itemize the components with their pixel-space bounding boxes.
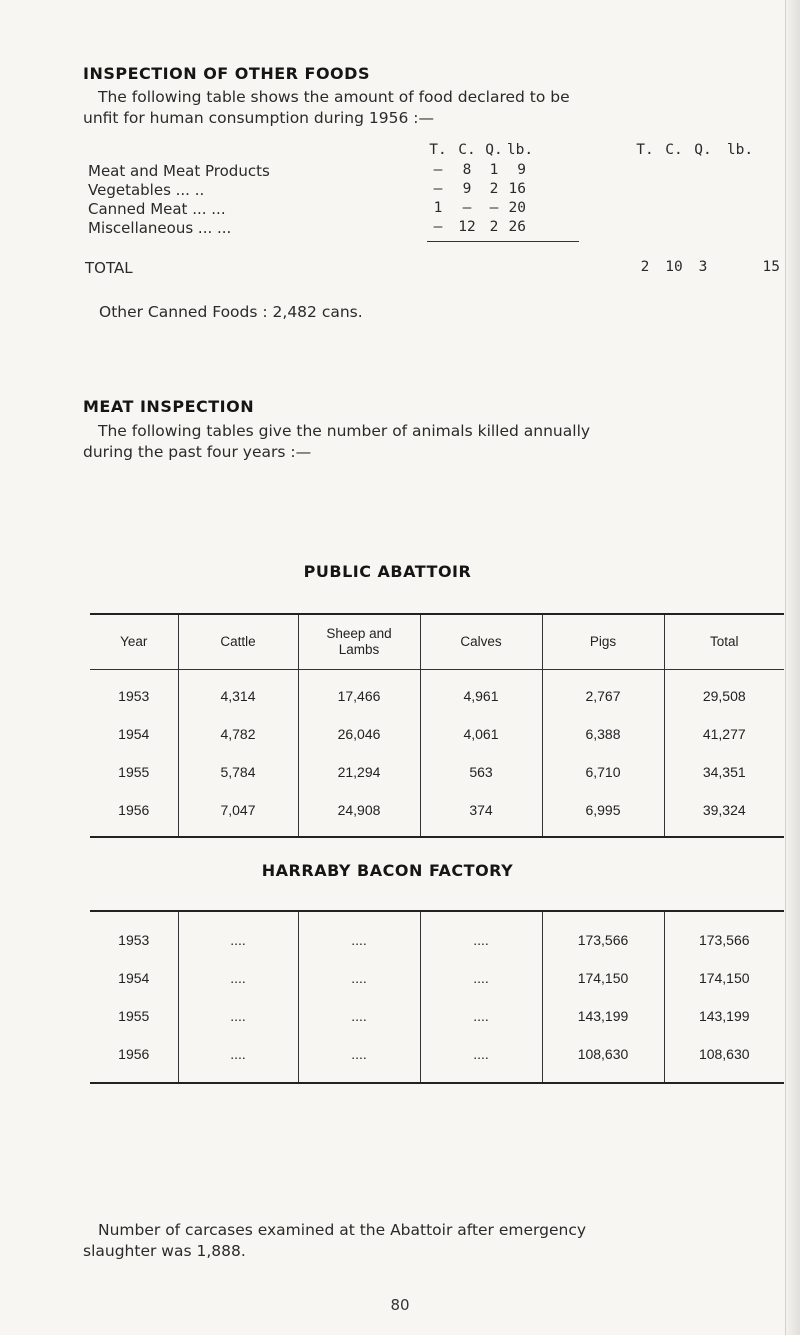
cell-blank: ....: [178, 1035, 298, 1083]
public-abattoir-table: [90, 613, 784, 838]
note-line-1: Number of carcases examined at the Abattoir after emergency: [98, 1221, 587, 1239]
table-header-row: [90, 614, 784, 670]
column-header-pigs: Pigs: [542, 614, 664, 670]
food-row-cwt: —: [462, 200, 472, 216]
table-row: [90, 1035, 784, 1083]
food-row-quarters: —: [489, 200, 499, 216]
cell-blank: ....: [298, 997, 420, 1035]
column-header-total: Total: [664, 614, 784, 670]
cell-blank: ....: [178, 911, 298, 959]
table-row: [90, 911, 784, 959]
cell-total: 29,508: [664, 670, 784, 716]
food-row-lb: 20: [508, 200, 526, 216]
food-row-label: Canned Meat ... ...: [88, 200, 226, 218]
food-row-cwt: 8: [462, 162, 472, 178]
cell-calves: 374: [420, 791, 542, 837]
cell-pigs: 143,199: [542, 997, 664, 1035]
unit-lb-total: lb.: [726, 142, 754, 158]
food-row-quarters: 2: [489, 219, 499, 235]
cell-blank: ....: [420, 911, 542, 959]
total-cwt: 10: [665, 259, 683, 275]
page-number: 80: [390, 1296, 410, 1314]
cell-pigs: 6,710: [542, 753, 664, 791]
cell-total: 41,277: [664, 715, 784, 753]
total-label: TOTAL: [85, 259, 133, 277]
cell-sheep-lambs: 24,908: [298, 791, 420, 837]
total-rule: [427, 241, 579, 242]
food-row-label: Vegetables ... ..: [88, 181, 205, 199]
cell-sheep-lambs: 21,294: [298, 753, 420, 791]
table-row: [90, 715, 784, 753]
harraby-bacon-table: [90, 910, 784, 1084]
food-row-lb: 9: [517, 162, 526, 178]
column-header-cattle: Cattle: [178, 614, 298, 670]
cell-year: 1953: [118, 932, 150, 948]
food-row-lb: 26: [508, 219, 526, 235]
cell-year: 1955: [118, 764, 150, 780]
cell-pigs: 2,767: [542, 670, 664, 716]
column-header-year: Year: [90, 614, 178, 670]
cell-calves: 4,961: [420, 670, 542, 716]
unit-lb: lb.: [506, 142, 534, 158]
harraby-heading: HARRABY BACON FACTORY: [261, 861, 514, 880]
cell-total: 173,566: [664, 911, 784, 959]
cell-total: 39,324: [664, 791, 784, 837]
table-row: [90, 997, 784, 1035]
intro-line-1: The following table shows the amount of food declared to be: [98, 88, 570, 106]
food-row-quarters: 2: [489, 181, 499, 197]
public-abattoir-heading: PUBLIC ABATTOIR: [303, 562, 472, 581]
cell-total: 34,351: [664, 753, 784, 791]
unit-tons-total: T.: [636, 142, 654, 158]
unit-quarters: Q.: [485, 142, 503, 158]
cell-sheep-lambs: 26,046: [298, 715, 420, 753]
food-row-tons: —: [433, 219, 443, 235]
cell-total: 174,150: [664, 959, 784, 997]
section-heading-other-foods: INSPECTION OF OTHER FOODS: [83, 64, 370, 83]
cell-year: 1953: [118, 688, 150, 704]
food-row-tons: 1: [433, 200, 443, 216]
food-row-label: Miscellaneous ... ...: [88, 219, 232, 237]
cell-blank: ....: [298, 1035, 420, 1083]
cell-pigs: 173,566: [542, 911, 664, 959]
cell-sheep-lambs: 17,466: [298, 670, 420, 716]
sheep-lambs-label: Sheep and Lambs: [326, 626, 392, 657]
cell-blank: ....: [420, 997, 542, 1035]
cell-blank: ....: [178, 997, 298, 1035]
cell-calves: 4,061: [420, 715, 542, 753]
total-tons: 2: [640, 259, 650, 275]
cell-pigs: 6,995: [542, 791, 664, 837]
food-row-lb: 16: [508, 181, 526, 197]
cell-blank: ....: [420, 959, 542, 997]
intro-line-1: The following tables give the number of animals killed annually: [98, 422, 591, 440]
total-lb: 15: [762, 259, 780, 275]
other-canned-foods: Other Canned Foods : 2,482 cans.: [99, 303, 363, 321]
cell-total: 108,630: [664, 1035, 784, 1083]
unit-cwt: C.: [458, 142, 476, 158]
total-quarters: 3: [698, 259, 708, 275]
cell-year: 1954: [118, 970, 150, 986]
column-header-calves: Calves: [420, 614, 542, 670]
unit-tons: T.: [429, 142, 447, 158]
intro-line-2: during the past four years :—: [83, 443, 312, 461]
table-row: [90, 959, 784, 997]
cell-pigs: 174,150: [542, 959, 664, 997]
cell-cattle: 7,047: [178, 791, 298, 837]
unit-cwt-total: C.: [665, 142, 683, 158]
food-row-label: Meat and Meat Products: [88, 162, 270, 180]
food-row-tons: —: [433, 181, 443, 197]
note-line-2: slaughter was 1,888.: [83, 1242, 246, 1260]
table-row: [90, 791, 784, 837]
page-edge-shadow: [785, 0, 800, 1335]
cell-calves: 563: [420, 753, 542, 791]
emergency-slaughter-note: [83, 1220, 586, 1262]
food-row-tons: —: [433, 162, 443, 178]
food-row-cwt: 9: [462, 181, 472, 197]
cell-blank: ....: [298, 959, 420, 997]
cell-cattle: 4,782: [178, 715, 298, 753]
cell-year: 1956: [118, 802, 150, 818]
meat-inspection-intro: [83, 421, 590, 463]
cell-pigs: 6,388: [542, 715, 664, 753]
cell-blank: ....: [420, 1035, 542, 1083]
unit-quarters-total: Q.: [694, 142, 712, 158]
cell-pigs: 108,630: [542, 1035, 664, 1083]
food-row-cwt: 12: [458, 219, 476, 235]
cell-cattle: 5,784: [178, 753, 298, 791]
other-foods-intro: [83, 87, 570, 129]
column-header-sheep-lambs: [298, 614, 420, 670]
food-row-quarters: 1: [489, 162, 499, 178]
cell-total: 143,199: [664, 997, 784, 1035]
cell-year: 1956: [118, 1046, 150, 1062]
section-heading-meat-inspection: MEAT INSPECTION: [83, 397, 255, 416]
cell-cattle: 4,314: [178, 670, 298, 716]
cell-year: 1954: [118, 726, 150, 742]
cell-blank: ....: [298, 911, 420, 959]
intro-line-2: unfit for human consumption during 1956 :—: [83, 109, 434, 127]
table-row: [90, 753, 784, 791]
cell-blank: ....: [178, 959, 298, 997]
cell-year: 1955: [118, 1008, 150, 1024]
table-row: [90, 670, 784, 716]
